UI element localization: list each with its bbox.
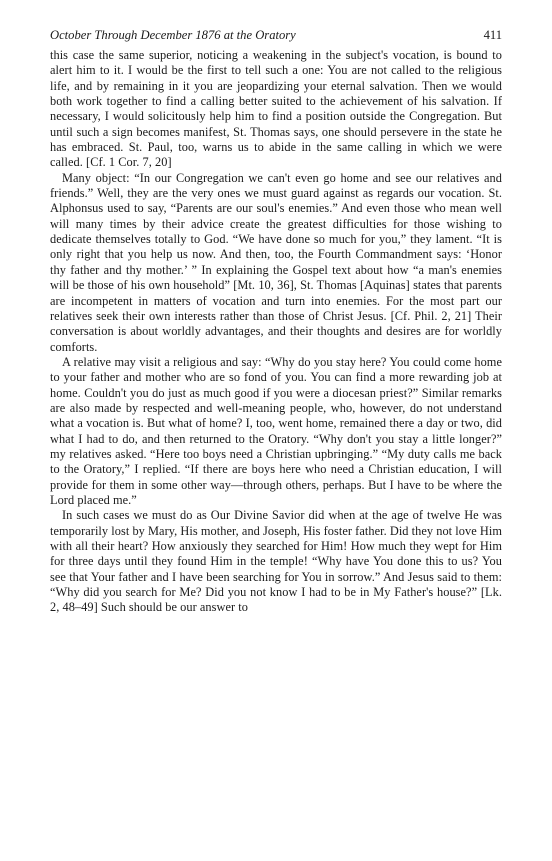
paragraph-1: this case the same superior, noticing a weakening in the subject's vocation, is bound to alert him to it. I would be the first to tell such a one: You are not called to the religious life, and by remaining in it you are jeopardizing your eternal salvation. Then we would both work together to find a calling better suited to the achievement of his salvation. If necessary, I would solicitously help him to find a position outside the Congregation. But until such a sign becomes manifest, St. Thomas says, one should persevere in the state he has embraced. St. Paul, too, warns us to abide in the same calling in which we were called. [Cf. 1 Cor. 7, 20] (50, 48, 502, 170)
running-title: October Through December 1876 at the Oratory (50, 28, 296, 42)
book-page (50, 26, 502, 616)
paragraph-2: Many object: “In our Congregation we can't even go home and see our relatives and friends.” Well, they are the very ones we must guard against as regards our vocation. St. Alphonsus used to say, “Parents are our soul's enemies.” And even those who mean well will many times by their advice create the greatest difficulties for those wishing to dedicate themselves totally to God. “We have done so much for you,” they lament. “It is only right that you help us now. And then, too, the Fourth Commandment says: ‘Honor thy father and thy mother.’ ” In explaining the Gospel text about how “a man's enemies will be those of his own household” [Mt. 10, 36], St. Thomas [Aquinas] states that parents are incompetent in matters of vocation and turn into enemies. For the most part our relatives seek their own interests rather than those of Christ Jesus. [Cf. Phil. 2, 21] Their conversation is about worldly advantages, and their thoughts and desires are for worldly comforts. (50, 170, 502, 354)
paragraph-4: In such cases we must do as Our Divine Savior did when at the age of twelve He was temporarily lost by Mary, His mother, and Joseph, His foster father. Did they not love Him with all their heart? How anxiously they searched for Him! How much they wept for Him for three days until they found Him in the temple! “Why have You done this to us? You see that Your father and I have been searching for You in sorrow.” And Jesus said to them: “Why did you search for Me? Did you not know I had to be in My Father's house?” [Lk. 2, 48–49] Such should be our answer to (50, 508, 502, 615)
running-head (50, 26, 502, 44)
page-number: 411 (483, 28, 502, 42)
body-text (50, 48, 502, 616)
paragraph-3: A relative may visit a religious and say: “Why do you stay here? You could come home to your father and mother who are so fond of you. You can find a more rewarding job at home. Couldn't you do just as much good if you were a diocesan priest?” Similar remarks are also made by respected and well-meaning people, who, however, do not understand what a vocation is. But what of home? I, too, went home, remained there a day or two, did what I had to do, and then returned to the Oratory. “Why don't you stay a little longer?” my relatives asked. “Here too boys need a Christian upbringing.” “My duty calls me back to the Oratory,” I replied. “If there are boys here who need a Christian education, I will provide for them in some other way—through others, perhaps. But I have to be where the Lord placed me.” (50, 354, 502, 507)
